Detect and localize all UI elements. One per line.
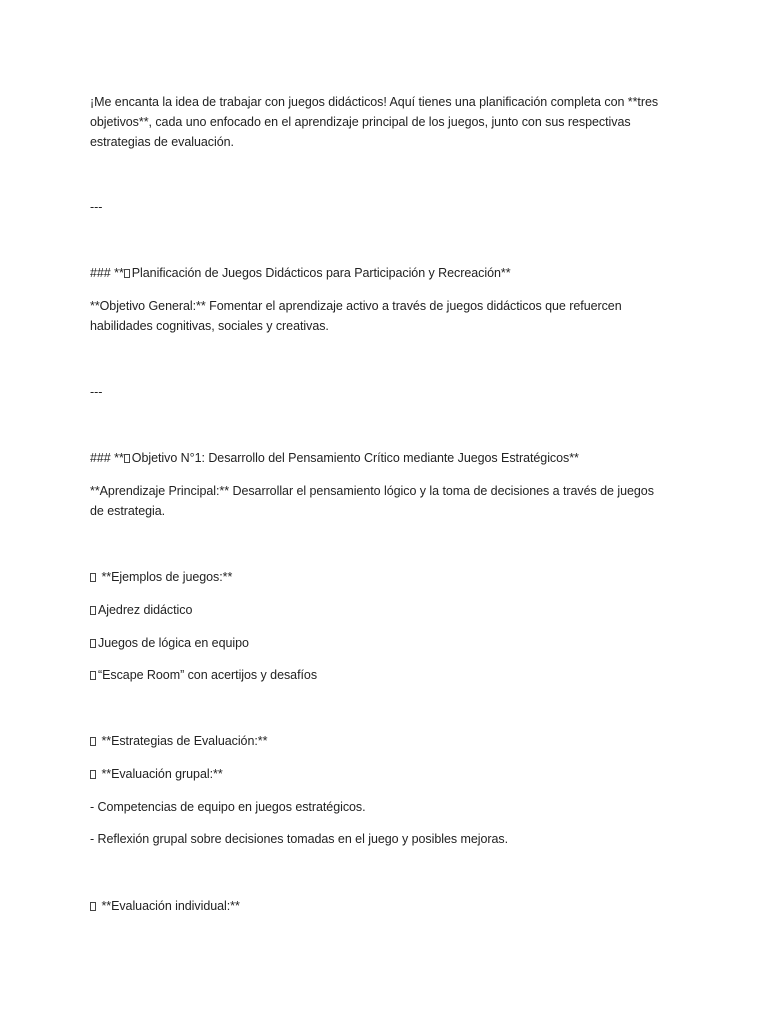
heading-prefix: ### ** <box>90 451 124 465</box>
intro-line-1: ¡Me encanta la idea de trabajar con juegos didácticos! Aquí tienes una planificación completa con **tres <box>90 95 659 109</box>
group-eval-heading <box>90 764 690 784</box>
heading-objective-1 <box>90 448 690 468</box>
example-item-text: Ajedrez didáctico <box>98 603 193 617</box>
example-item <box>90 633 690 653</box>
strategies-heading-text: **Estrategias de Evaluación:** <box>101 734 268 748</box>
separator-1: --- <box>90 200 103 214</box>
emoji-placeholder-icon <box>90 573 96 582</box>
main-learning-line-1: **Aprendizaje Principal:** Desarrollar el pensamiento lógico y la toma de decisiones a través de juegos <box>90 484 654 498</box>
emoji-placeholder-icon <box>90 639 96 648</box>
emoji-placeholder-icon <box>90 606 96 615</box>
example-item <box>90 600 690 620</box>
emoji-placeholder-icon <box>90 737 96 746</box>
heading-planning <box>90 263 690 283</box>
examples-heading-text: **Ejemplos de juegos:** <box>101 570 233 584</box>
emoji-placeholder-icon <box>90 671 96 680</box>
strategies-heading <box>90 731 690 751</box>
individual-eval-heading <box>90 896 690 916</box>
heading-objective-1-text: Objetivo N°1: Desarrollo del Pensamiento Crítico mediante Juegos Estratégicos** <box>131 451 579 465</box>
separator-2: --- <box>90 385 103 399</box>
example-item-text: Juegos de lógica en equipo <box>98 636 249 650</box>
general-objective-line-1: **Objetivo General:** Fomentar el aprendizaje activo a través de juegos didácticos que refuercen <box>90 299 622 313</box>
general-objective-line-2: habilidades cognitivas, sociales y creativas. <box>90 319 329 333</box>
example-item-text: “Escape Room” con acertijos y desafíos <box>98 668 318 682</box>
emoji-placeholder-icon <box>90 770 96 779</box>
heading-planning-text: Planificación de Juegos Didácticos para Participación y Recreación** <box>131 266 511 280</box>
emoji-placeholder-icon <box>124 269 130 278</box>
group-eval-item: - Competencias de equipo en juegos estratégicos. <box>90 800 366 814</box>
intro-line-3: estrategias de evaluación. <box>90 135 234 149</box>
main-learning-line-2: de estrategia. <box>90 504 166 518</box>
examples-heading <box>90 567 690 587</box>
group-eval-item: - Reflexión grupal sobre decisiones tomadas en el juego y posibles mejoras. <box>90 832 509 846</box>
example-item <box>90 665 690 685</box>
emoji-placeholder-icon <box>124 454 130 463</box>
intro-line-2: objetivos**, cada uno enfocado en el aprendizaje principal de los juegos, junto con sus respectivas <box>90 115 631 129</box>
group-eval-heading-text: **Evaluación grupal:** <box>101 767 223 781</box>
individual-eval-heading-text: **Evaluación individual:** <box>101 899 240 913</box>
emoji-placeholder-icon <box>90 902 96 911</box>
heading-prefix: ### ** <box>90 266 124 280</box>
